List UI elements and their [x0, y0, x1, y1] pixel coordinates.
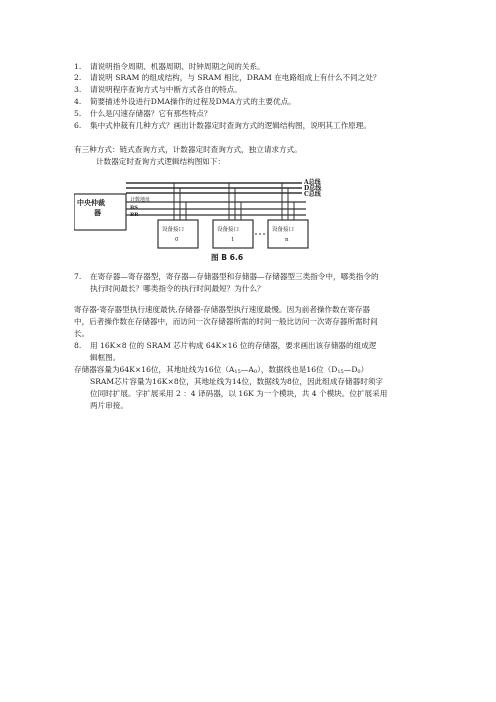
- answer-7-line-3: 长。: [74, 329, 90, 338]
- device-0-index: 0: [175, 237, 179, 243]
- question-1: [74, 62, 265, 72]
- question-8-line-2: 辑框图。: [90, 353, 121, 362]
- question-number: 7.: [74, 272, 82, 281]
- question-7-line-2: 执行时间最长？哪类指令的执行时间最短？为什么？: [90, 284, 265, 293]
- answer-6-line-2: 计数器定时查询方式逻辑结构图如下：: [96, 157, 226, 166]
- question-7-line-1: [74, 272, 379, 282]
- question-number: 4.: [74, 97, 82, 106]
- question-text: 什么是闪速存储器？它有那些特点？: [90, 109, 212, 118]
- device-0-label: 设备接口: [162, 227, 185, 233]
- bs-label: BS: [130, 205, 138, 211]
- subscript: 15: [337, 369, 344, 375]
- arbiter-label-2: 器: [94, 208, 101, 217]
- answer-8-line-1: [74, 365, 368, 377]
- bus-label-c: C总线: [304, 191, 321, 198]
- answer-text: —D: [343, 365, 358, 374]
- subscript: 0: [357, 369, 361, 375]
- device-n-index: n: [285, 237, 289, 243]
- question-number: 3.: [74, 85, 82, 94]
- question-4: [74, 97, 296, 107]
- answer-7-line-1: 寄存器-寄存器型执行速度最快,存储器-存储器型执行速度最慢。因为前者操作数在寄存器: [74, 305, 371, 314]
- arbiter-label-1: 中央仲裁: [77, 198, 105, 207]
- question-number: 2.: [74, 73, 82, 82]
- question-8-line-1: [74, 341, 376, 351]
- device-1-label: 设备接口: [217, 227, 240, 233]
- answer-text: —A: [240, 365, 254, 374]
- question-6: [74, 121, 371, 131]
- question-number: 8.: [74, 341, 82, 350]
- device-1-index: 1: [231, 237, 235, 243]
- question-text: 集中式仲裁有几种方式？画出计数器定时查询方式的逻辑结构图，说明其工作原理。: [90, 121, 371, 130]
- question-text: 简要描述外设进行DMA操作的过程及DMA方式的主要优点。: [90, 97, 296, 106]
- bus-label-a: A总线: [304, 179, 321, 186]
- answer-8-line-2: SRAM芯片容量为16K×8位，其地址线为14位，数据线为8位，因此组成存储器时须字: [90, 377, 384, 386]
- answer-text: ），数据线也是16位（D: [257, 365, 338, 374]
- question-text: 请说明指令周期、机器周期、时钟周期之间的关系。: [90, 62, 265, 71]
- counter-address-label: 计数地址: [130, 197, 151, 203]
- question-number: 5.: [74, 109, 82, 118]
- question-text: 用 16K×8 位的 SRAM 芯片构成 64K×16 位的存储器，要求画出该存储器的组成逻: [90, 341, 377, 350]
- figure-caption: 图 B 6.6: [211, 253, 244, 262]
- question-text: 请说明 SRAM 的组成结构，与 SRAM 相比，DRAM 在电路组成上有什么不同之处？: [90, 73, 381, 82]
- answer-8-line-4: 两片串接。: [90, 401, 128, 410]
- br-label: BR: [130, 212, 139, 218]
- subscript: 15: [234, 369, 241, 375]
- question-text: 请说明程序查询方式与中断方式各自的特点。: [90, 85, 242, 94]
- question-text: 在寄存器—寄存器型，寄存器—存储器型和存储器—存储器型三类指令中，哪类指令的: [90, 272, 379, 281]
- device-n-label: 设备接口: [272, 227, 295, 233]
- answer-8-line-3: 位同时扩展。字扩展采用 2 ：4 译码器，以 16K 为一个模块，共 4 个模块。位扩展采用: [90, 389, 388, 398]
- answer-6-line-1: 有三种方式：链式查询方式，计数器定时查询方式，独立请求方式。: [74, 145, 302, 154]
- question-number: 1.: [74, 62, 82, 71]
- answer-text: ）: [360, 365, 369, 374]
- bus-arbiter-diagram: [74, 176, 390, 260]
- question-2: [74, 73, 381, 83]
- answer-7-line-2: 中，后者操作数在存储器中，而访问一次存储器所需的时间一般比访问一次寄存器所需时间: [74, 317, 378, 326]
- question-5: [74, 109, 212, 119]
- subscript: 0: [253, 369, 258, 375]
- question-number: 6.: [74, 121, 82, 130]
- bus-label-d: D总线: [304, 185, 322, 192]
- question-3: [74, 85, 242, 95]
- answer-text: 存储器容量为64K×16位，其地址线为16位（A: [74, 365, 235, 374]
